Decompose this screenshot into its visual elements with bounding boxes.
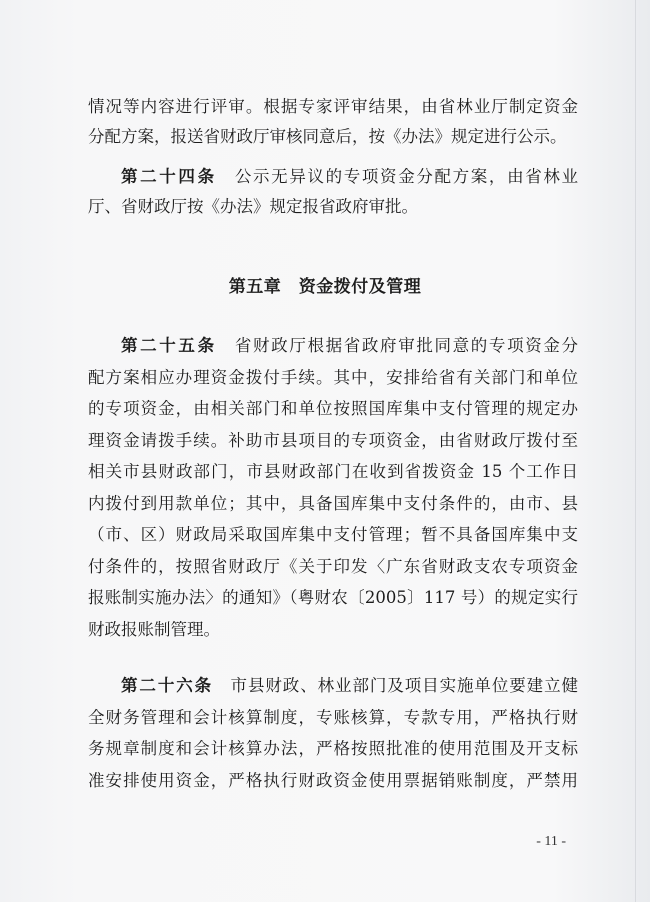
text-line: 厅、省财政厅按《办法》规定报省政府审批。 [88,197,418,216]
article-25 [88,330,578,645]
article-number: 第二十五条 [121,336,217,355]
article-24 [88,162,578,222]
text-line [88,162,578,192]
chapter-heading: 第五章 资金拨付及管理 [228,277,422,297]
text-line: 理资金请拨手续。补助市县项目的专项资金，由省财政厅拨付至 [88,430,578,450]
text-span: 市县财政、林业部门及项目实施单位要建立健 [230,676,579,695]
text-line: 分配方案，报送省财政厅审核同意后，按《办法》规定进行公示。 [88,127,567,146]
text-line: 情况等内容进行评审。根据专家评审结果，由省林业厅制定资金 [88,97,578,116]
text-line: 报账制实施办法〉的通知》（粤财农〔2005〕117 号）的规定实行 [88,588,578,607]
text-line: （市、区）财政局采取国库集中支付管理；暂不具备国库集中支 [88,525,578,544]
text-line: 的专项资金，由相关部门和单位按照国库集中支付管理的规定办 [88,399,578,418]
text-line: 相关市县财政部门，市县财政部门在收到省拨资金 15 个工作日 [88,462,578,481]
text-line: 准安排使用资金，严格执行财政资金使用票据销账制度，严禁用 [88,770,578,790]
text-line [88,330,578,362]
text-line: 务规章制度和会计核算办法，严格按照批准的使用范围及开支标 [88,739,578,758]
text-line: 付条件的，按照省财政厅《关于印发〈广东省财政支农专项资金 [88,556,578,576]
text-line: 财政报账制管理。 [88,619,220,639]
text-line: 内拨付到用款单位；其中，具备国库集中支付条件的，由市、县 [88,493,578,513]
page-number: - 11 - [536,834,566,849]
text-span: 公示无异议的专项资金分配方案，由省林业 [234,167,579,186]
article-number: 第二十四条 [121,167,217,186]
article-26 [88,670,578,796]
text-line: 全财务管理和会计核算制度，专账核算，专款专用，严格执行财 [88,707,578,727]
text-line: 配方案相应办理资金拨付手续。其中，安排给省有关部门和单位 [88,367,578,387]
paragraph-1 [88,92,578,152]
text-span: 省财政厅根据省政府审批同意的专项资金分 [234,336,579,355]
page-edge [635,0,636,902]
article-number: 第二十六条 [121,676,214,695]
text-line [88,670,578,702]
